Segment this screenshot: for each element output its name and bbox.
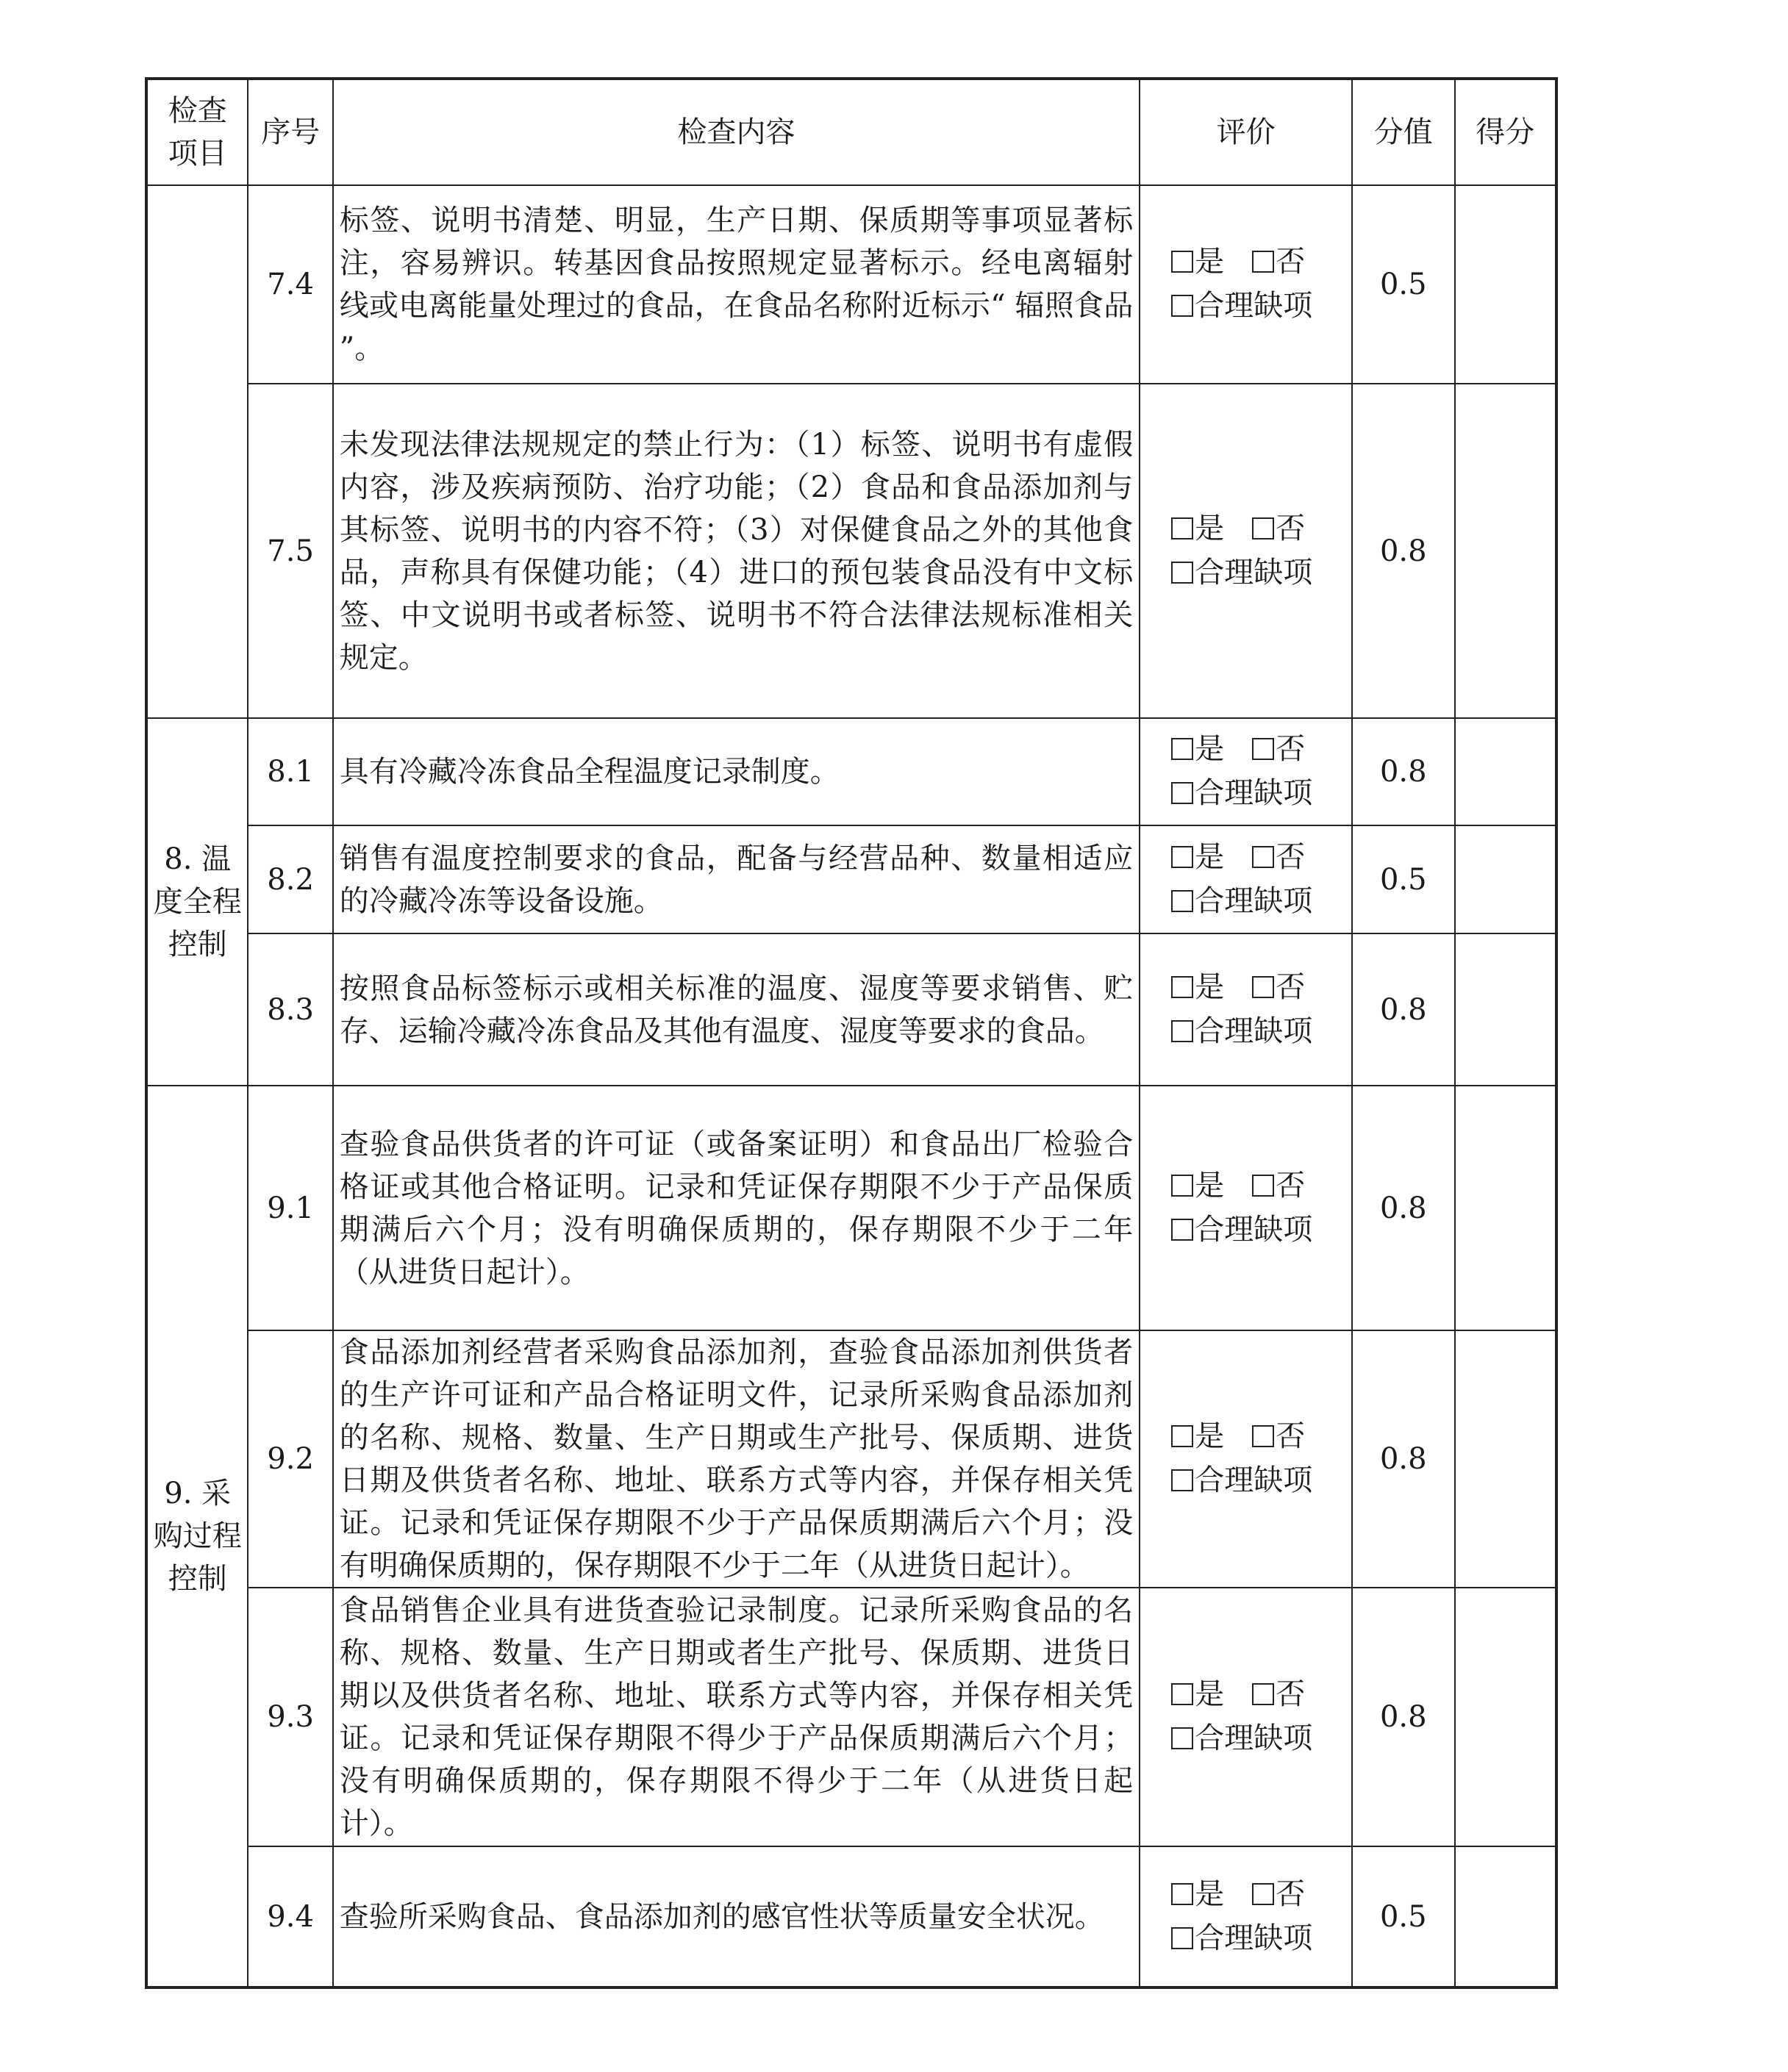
yes-checkbox[interactable]: [1171, 251, 1193, 273]
yes-label: 是: [1195, 1419, 1225, 1453]
yes-label: 是: [1195, 511, 1225, 545]
yes-label: 是: [1195, 245, 1225, 279]
category-cell-8: 8. 温度全程控制: [146, 718, 248, 1086]
row-content: 未发现法律法规规定的禁止行为：（1）标签、说明书有虚假内容，涉及疾病预防、治疗功能；（2）食品和食品添加剂与其标签、说明书的内容不符；（3）对保健食品之外的其他食品，声称具有保健功能；（4）进口的预包装食品没有中文标签、中文说明书或者标签、说明书不符合法律法规标准相关规定。: [333, 384, 1140, 718]
table-row: [146, 1588, 1556, 1846]
evaluation-cell: [1140, 825, 1352, 933]
score-value: 0.5: [1352, 825, 1454, 933]
na-checkbox[interactable]: [1171, 562, 1193, 584]
no-label: 否: [1276, 511, 1306, 545]
category-cell-9: 9. 采购过程控制: [146, 1086, 248, 1987]
row-content: 食品销售企业具有进货查验记录制度。记录所采购食品的名称、规格、数量、生产日期或者生产批号、保质期、进货日期以及供货者名称、地址、联系方式等内容，并保存相关凭证。记录和凭证保存期限不得少于产品保质期满后六个月；没有明确保质期的，保存期限不得少于二年（从进货日起计）。: [333, 1588, 1140, 1846]
score-value: 0.8: [1352, 384, 1454, 718]
no-label: 否: [1276, 969, 1306, 1004]
no-checkbox[interactable]: [1252, 738, 1274, 760]
no-checkbox[interactable]: [1252, 1683, 1274, 1705]
inspection-table: [145, 77, 1558, 1989]
evaluation-cell: [1140, 933, 1352, 1086]
no-checkbox[interactable]: [1252, 251, 1274, 273]
yes-label: 是: [1195, 1876, 1225, 1911]
score-got-cell[interactable]: [1455, 1846, 1556, 1987]
yes-checkbox[interactable]: [1171, 1425, 1193, 1447]
na-checkbox[interactable]: [1171, 1727, 1193, 1749]
yes-checkbox[interactable]: [1171, 517, 1193, 539]
score-value: 0.8: [1352, 1086, 1454, 1330]
evaluation-cell: [1140, 1588, 1352, 1846]
row-number: 7.5: [248, 384, 332, 718]
evaluation-cell: [1140, 185, 1352, 384]
yes-checkbox[interactable]: [1171, 738, 1193, 760]
na-label: 合理缺项: [1195, 1921, 1313, 1955]
table-row: [146, 933, 1556, 1086]
na-label: 合理缺项: [1195, 776, 1313, 810]
no-label: 否: [1276, 245, 1306, 279]
header-category: 检查项目: [146, 79, 248, 185]
no-label: 否: [1276, 1876, 1306, 1911]
na-label: 合理缺项: [1195, 1014, 1313, 1048]
no-label: 否: [1276, 1168, 1306, 1202]
na-checkbox[interactable]: [1171, 1469, 1193, 1491]
row-number: 9.4: [248, 1846, 332, 1987]
no-checkbox[interactable]: [1252, 846, 1274, 868]
evaluation-cell: [1140, 1086, 1352, 1330]
evaluation-cell: [1140, 718, 1352, 825]
row-content: 查验所采购食品、食品添加剂的感官性状等质量安全状况。: [333, 1846, 1140, 1987]
score-got-cell[interactable]: [1455, 825, 1556, 933]
no-checkbox[interactable]: [1252, 1175, 1274, 1197]
no-label: 否: [1276, 1677, 1306, 1711]
yes-label: 是: [1195, 732, 1225, 766]
header-got: 得分: [1455, 79, 1556, 185]
table-row: [146, 1086, 1556, 1330]
category-cell-7: [146, 185, 248, 718]
table-row: [146, 185, 1556, 384]
no-label: 否: [1276, 1419, 1306, 1453]
yes-label: 是: [1195, 839, 1225, 874]
yes-checkbox[interactable]: [1171, 1175, 1193, 1197]
na-label: 合理缺项: [1195, 1212, 1313, 1247]
no-label: 否: [1276, 732, 1306, 766]
na-checkbox[interactable]: [1171, 1927, 1193, 1949]
na-checkbox[interactable]: [1171, 295, 1193, 317]
table-row: [146, 718, 1556, 825]
row-content: 食品添加剂经营者采购食品添加剂，查验食品添加剂供货者的生产许可证和产品合格证明文件，记录所采购食品添加剂的名称、规格、数量、生产日期或生产批号、保质期、进货日期及供货者名称、地址、联系方式等内容，并保存相关凭证。记录和凭证保存期限不少于产品保质期满后六个月；没有明确保质期的，保存期限不少于二年（从进货日起计）。: [333, 1330, 1140, 1588]
no-label: 否: [1276, 839, 1306, 874]
score-got-cell[interactable]: [1455, 1330, 1556, 1588]
na-checkbox[interactable]: [1171, 1020, 1193, 1042]
yes-label: 是: [1195, 1168, 1225, 1202]
no-checkbox[interactable]: [1252, 976, 1274, 998]
na-label: 合理缺项: [1195, 555, 1313, 589]
row-number: 9.2: [248, 1330, 332, 1588]
header-row: [146, 79, 1556, 185]
na-label: 合理缺项: [1195, 1721, 1313, 1755]
table-row: [146, 825, 1556, 933]
row-content: 销售有温度控制要求的食品，配备与经营品种、数量相适应的冷藏冷冻等设备设施。: [333, 825, 1140, 933]
score-value: 0.8: [1352, 933, 1454, 1086]
row-content: 具有冷藏冷冻食品全程温度记录制度。: [333, 718, 1140, 825]
row-number: 7.4: [248, 185, 332, 384]
no-checkbox[interactable]: [1252, 1883, 1274, 1905]
row-content: 按照食品标签标示或相关标准的温度、湿度等要求销售、贮存、运输冷藏冷冻食品及其他有温度、湿度等要求的食品。: [333, 933, 1140, 1086]
score-value: 0.8: [1352, 1588, 1454, 1846]
row-number: 9.3: [248, 1588, 332, 1846]
score-got-cell[interactable]: [1455, 1588, 1556, 1846]
score-got-cell[interactable]: [1455, 718, 1556, 825]
score-got-cell[interactable]: [1455, 384, 1556, 718]
na-label: 合理缺项: [1195, 1463, 1313, 1497]
na-checkbox[interactable]: [1171, 782, 1193, 804]
na-label: 合理缺项: [1195, 289, 1313, 323]
yes-checkbox[interactable]: [1171, 1683, 1193, 1705]
score-value: 0.5: [1352, 185, 1454, 384]
table-row: [146, 1330, 1556, 1588]
evaluation-cell: [1140, 1330, 1352, 1588]
yes-checkbox[interactable]: [1171, 1883, 1193, 1905]
yes-checkbox[interactable]: [1171, 846, 1193, 868]
header-score: 分值: [1352, 79, 1454, 185]
score-value: 0.8: [1352, 718, 1454, 825]
score-got-cell[interactable]: [1455, 1086, 1556, 1330]
score-value: 0.5: [1352, 1846, 1454, 1987]
evaluation-cell: [1140, 384, 1352, 718]
score-got-cell[interactable]: [1455, 933, 1556, 1086]
header-eval: 评价: [1140, 79, 1352, 185]
no-checkbox[interactable]: [1252, 1425, 1274, 1447]
score-value: 0.8: [1352, 1330, 1454, 1588]
header-content: 检查内容: [333, 79, 1140, 185]
row-number: 8.2: [248, 825, 332, 933]
na-label: 合理缺项: [1195, 883, 1313, 918]
na-checkbox[interactable]: [1171, 1219, 1193, 1241]
na-checkbox[interactable]: [1171, 890, 1193, 912]
table-row: [146, 384, 1556, 718]
yes-label: 是: [1195, 969, 1225, 1004]
table-row: [146, 1846, 1556, 1987]
no-checkbox[interactable]: [1252, 517, 1274, 539]
row-number: 8.3: [248, 933, 332, 1086]
score-got-cell[interactable]: [1455, 185, 1556, 384]
row-content: 查验食品供货者的许可证（或备案证明）和食品出厂检验合格证或其他合格证明。记录和凭证保存期限不少于产品保质期满后六个月；没有明确保质期的，保存期限不少于二年（从进货日起计）。: [333, 1086, 1140, 1330]
yes-checkbox[interactable]: [1171, 976, 1193, 998]
header-no: 序号: [248, 79, 332, 185]
evaluation-cell: [1140, 1846, 1352, 1987]
row-content: 标签、说明书清楚、明显，生产日期、保质期等事项显著标注，容易辨识。转基因食品按照规定显著标示。经电离辐射线或电离能量处理过的食品，在食品名称附近标示“ 辐照食品 ”。: [333, 185, 1140, 384]
row-number: 8.1: [248, 718, 332, 825]
yes-label: 是: [1195, 1677, 1225, 1711]
row-number: 9.1: [248, 1086, 332, 1330]
